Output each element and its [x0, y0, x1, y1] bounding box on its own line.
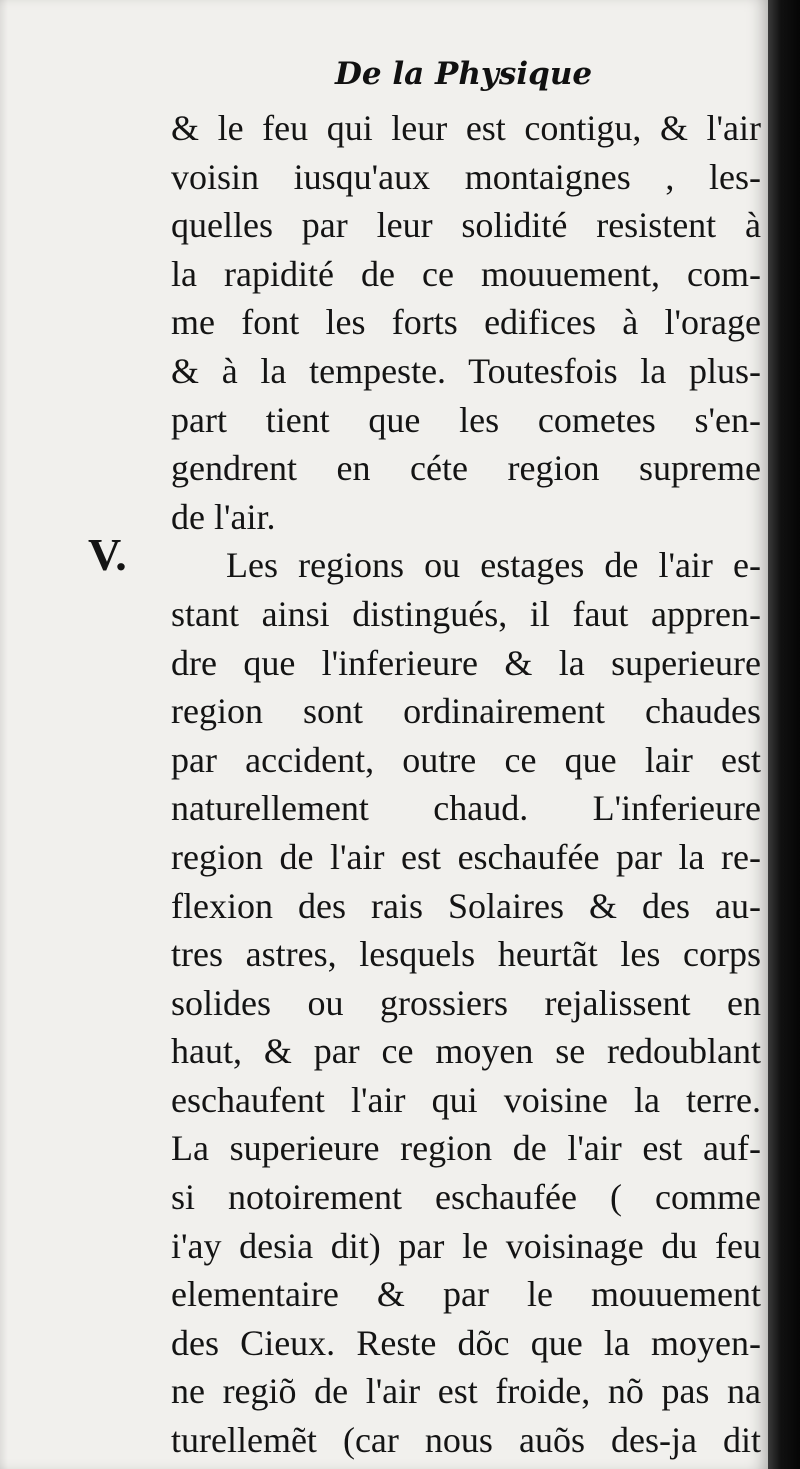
text-line: turellemẽt (car nous auõs des-ja dit — [171, 1420, 761, 1461]
text-line: part tient que les cometes s'en- — [171, 399, 761, 440]
text-line: des Cieux. Reste dõc que la moyen- — [171, 1322, 761, 1363]
book-gutter — [768, 0, 800, 1469]
text-line: solides ou grossiers rejalissent en — [171, 982, 761, 1023]
text-line: me font les forts edifices à l'orage — [171, 302, 761, 343]
text-line: quelles par leur solidité resistent à — [171, 205, 761, 246]
text-line: par accident, outre ce que lair est — [171, 739, 761, 780]
text-line: naturellement chaud. L'inferieure — [171, 788, 761, 829]
text-line: La superieure region de l'air est auf- — [171, 1128, 761, 1169]
text-line: region sont ordinairement chaudes — [171, 691, 761, 732]
text-line: eschaufent l'air qui voisine la terre. — [171, 1079, 761, 1120]
text-line: ne regiõ de l'air est froide, nõ pas na — [171, 1371, 761, 1412]
text-line: flexion des rais Solaires & des au- — [171, 885, 761, 926]
text-block — [171, 104, 761, 1465]
text-line: stant ainsi distingués, il faut appren- — [171, 593, 761, 634]
text-line: haut, & par ce moyen se redoublant — [171, 1031, 761, 1072]
text-line: gendrent en céte region supreme — [171, 448, 761, 489]
text-line: i'ay desia dit) par le voisinage du feu — [171, 1225, 761, 1266]
text-line: de l'air. — [171, 496, 276, 537]
text-line: voisin iusqu'aux montaignes , les- — [171, 156, 761, 197]
text-line: Les regions ou estages de l'air e- — [226, 545, 761, 586]
running-head: De la Physique — [335, 56, 593, 92]
text-line: elementaire & par le mouuement — [171, 1274, 761, 1315]
section-numeral: V. — [88, 529, 127, 580]
text-line: & le feu qui leur est contigu, & l'air — [171, 108, 761, 148]
text-line: la rapidité de ce mouuement, com- — [171, 253, 761, 294]
text-line: dre que l'inferieure & la superieure — [171, 642, 761, 683]
page-edge-shadow — [0, 0, 8, 1469]
text-line: region de l'air est eschaufée par la re- — [171, 836, 761, 877]
text-line: & à la tempeste. Toutesfois la plus- — [171, 350, 761, 391]
text-line: tres astres, lesquels heurtãt les corps — [171, 934, 761, 975]
text-line: si notoirement eschaufée ( comme — [171, 1177, 761, 1218]
